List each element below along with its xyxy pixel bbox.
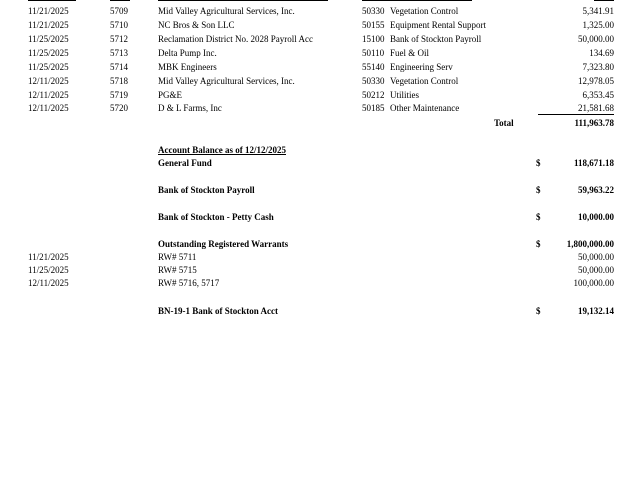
- row-account: 55140: [362, 62, 385, 72]
- row-account: 50110: [362, 48, 385, 58]
- petty-cash-label: Bank of Stockton - Petty Cash: [158, 212, 274, 222]
- balance-heading: Account Balance as of 12/12/2025: [158, 145, 286, 155]
- row-check-number: 5718: [110, 76, 128, 86]
- row-description: Vegetation Control: [390, 6, 459, 16]
- bn-account-amount: 19,132.14: [578, 306, 614, 316]
- row-account: 50185: [362, 103, 385, 113]
- row-vendor: NC Bros & Son LLC: [158, 20, 235, 30]
- row-date: 11/25/2025: [28, 62, 69, 72]
- general-fund-label: General Fund: [158, 158, 212, 168]
- row-description: Fuel & Oil: [390, 48, 430, 58]
- warrant-date: 11/25/2025: [28, 265, 69, 275]
- row-account: 50330: [362, 6, 385, 16]
- row-date: 11/25/2025: [28, 34, 69, 44]
- row-amount: 50,000.00: [578, 34, 614, 44]
- row-amount: 134.69: [589, 48, 614, 58]
- row-check-number: 5712: [110, 34, 128, 44]
- row-amount: 7,323.80: [582, 62, 614, 72]
- warrants-label: Outstanding Registered Warrants: [158, 239, 289, 249]
- row-amount: 1,325.00: [582, 20, 614, 30]
- payroll-label: Bank of Stockton Payroll: [158, 185, 255, 195]
- row-vendor: D & L Farms, Inc: [158, 103, 222, 113]
- dollar-sign: $: [536, 306, 541, 316]
- row-amount: 21,581.68: [578, 103, 614, 113]
- row-amount: 6,353.45: [582, 90, 614, 100]
- bn-account-label: BN-19-1 Bank of Stockton Acct: [158, 306, 279, 316]
- dollar-sign: $: [536, 212, 541, 222]
- dollar-sign: $: [536, 158, 541, 168]
- row-date: 11/21/2025: [28, 6, 69, 16]
- warrant-date: 12/11/2025: [28, 278, 69, 288]
- row-account: 50155: [362, 20, 385, 30]
- row-account: 50330: [362, 76, 385, 86]
- row-vendor: Mid Valley Agricultural Services, Inc.: [158, 6, 295, 16]
- warrant-label: RW# 5715: [158, 265, 197, 275]
- row-date: 12/11/2025: [28, 90, 69, 100]
- row-account: 50212: [362, 90, 385, 100]
- row-description: Bank of Stockton Payroll: [390, 34, 482, 44]
- row-amount: 5,341.91: [582, 6, 614, 16]
- warrant-amount: 50,000.00: [578, 252, 614, 262]
- total-amount: 111,963.78: [574, 118, 614, 128]
- row-date: 12/11/2025: [28, 103, 69, 113]
- row-description: Other Maintenance: [390, 103, 460, 113]
- payroll-amount: 59,963.22: [578, 185, 614, 195]
- row-vendor: Mid Valley Agricultural Services, Inc.: [158, 76, 295, 86]
- row-vendor: Reclamation District No. 2028 Payroll Acc: [158, 34, 313, 44]
- dollar-sign: $: [536, 185, 541, 195]
- warrants-amount: 1,800,000.00: [566, 239, 614, 249]
- row-check-number: 5713: [110, 48, 128, 58]
- dollar-sign: $: [536, 239, 541, 249]
- row-amount: 12,978.05: [578, 76, 614, 86]
- general-fund-amount: 118,671.18: [573, 158, 614, 168]
- row-description: Utilities: [390, 90, 419, 100]
- row-check-number: 5709: [110, 6, 128, 16]
- row-vendor: MBK Engineers: [158, 62, 217, 72]
- petty-cash-amount: 10,000.00: [578, 212, 614, 222]
- warrant-amount: 50,000.00: [578, 265, 614, 275]
- row-date: 11/25/2025: [28, 48, 69, 58]
- row-vendor: Delta Pump Inc.: [158, 48, 217, 58]
- row-check-number: 5719: [110, 90, 128, 100]
- total-label: Total: [494, 118, 514, 128]
- warrant-label: RW# 5711: [158, 252, 197, 262]
- warrant-label: RW# 5716, 5717: [158, 278, 220, 288]
- warrant-amount: 100,000.00: [573, 278, 614, 288]
- warrant-date: 11/21/2025: [28, 252, 69, 262]
- row-date: 11/21/2025: [28, 20, 69, 30]
- row-check-number: 5710: [110, 20, 128, 30]
- row-description: Vegetation Control: [390, 76, 459, 86]
- row-check-number: 5714: [110, 62, 128, 72]
- row-vendor: PG&E: [158, 90, 183, 100]
- row-check-number: 5720: [110, 103, 128, 113]
- clipped-row: [28, 0, 628, 1]
- total-rule: [538, 114, 614, 115]
- row-description: Engineering Serv: [390, 62, 453, 72]
- row-account: 15100: [362, 34, 385, 44]
- row-date: 12/11/2025: [28, 76, 69, 86]
- row-description: Equipment Rental Support: [390, 20, 486, 30]
